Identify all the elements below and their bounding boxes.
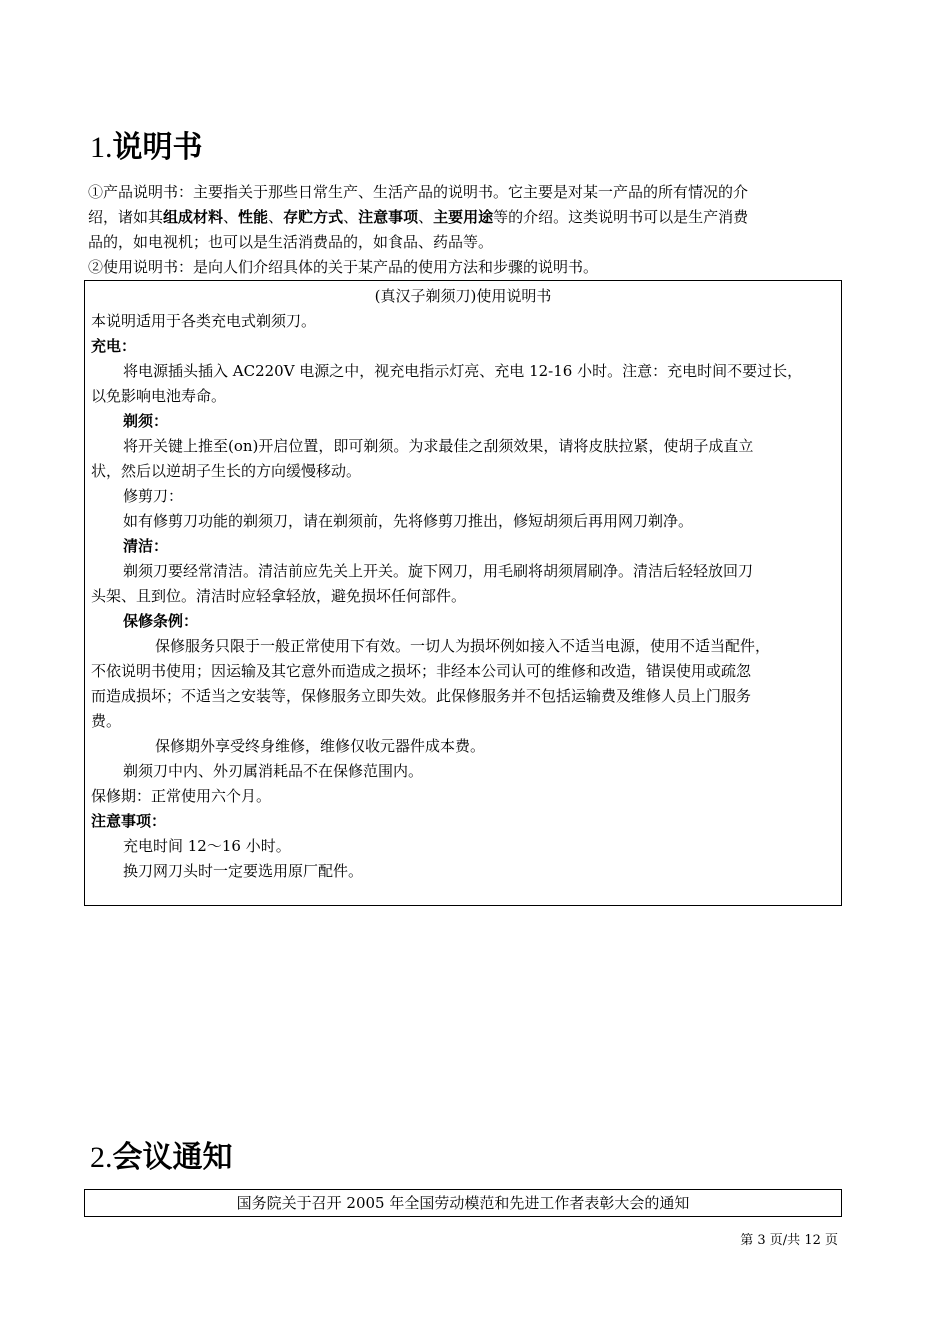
manual-intro: 本说明适用于各类充电式剃须刀。 [91, 312, 317, 330]
intro-line-4: ②使用说明书：是向人们介绍具体的关于某产品的使用方法和步骤的说明书。 [88, 258, 599, 276]
separator: 、 [418, 208, 434, 226]
keyword-storage: 存贮方式 [283, 208, 344, 226]
notice-title: 国务院关于召开 2005 年全国劳动模范和先进工作者表彰大会的通知 [236, 1194, 690, 1212]
clean-line-2: 头架、且到位。清洁时应轻拿轻放，避免损坏任何部件。 [91, 587, 467, 605]
notes-heading: 注意事项： [91, 812, 167, 830]
intro-line-3: 品的，如电视机；也可以是生活消费品的，如食品、药品等。 [88, 233, 494, 251]
keyword-materials: 组成材料 [163, 208, 224, 226]
manual-title: (真汉子剃须刀)使用说明书 [374, 287, 552, 305]
shave-heading: 剃须： [123, 412, 169, 430]
usage-manual-definition [88, 255, 848, 280]
warranty-line-4: 费。 [91, 712, 122, 730]
trim-line-1: 如有修剪刀功能的剃须刀，请在剃须前，先将修剪刀推出，修短胡须后再用网刀剃净。 [123, 512, 694, 530]
charge-line-1: 将电源插头插入 AC220V 电源之中，视充电指示灯亮、充电 12-16 小时。注意：充电时间不要过长， [123, 362, 803, 380]
warranty-line-3: 而造成损坏；不适当之安装等，保修服务立即失效。此保修服务并不包括运输费及维修人员上门服务 [91, 687, 752, 705]
notes-line-1: 充电时间 12～16 小时。 [123, 837, 291, 855]
intro-line-2 [88, 205, 848, 230]
separator: 、 [343, 208, 359, 226]
intro-text: 绍，诸如其 [88, 208, 164, 226]
shaver-manual-box [84, 280, 842, 906]
charge-line-2: 以免影响电池寿命。 [91, 387, 227, 405]
section-2-number: 2. [90, 1141, 113, 1174]
intro-text: 等的介绍。这类说明书可以是生产消费 [493, 208, 749, 226]
section-1-title: 说明书 [112, 130, 203, 165]
warranty-line-5: 保修期外享受终身维修，维修仅收元器件成本费。 [155, 737, 486, 755]
section-1-heading [90, 130, 203, 166]
section-2-title: 会议通知 [112, 1140, 233, 1175]
warranty-line-2: 不依说明书使用；因运输及其它意外而造成之损坏；非经本公司认可的维修和改造，错误使用或疏忽 [91, 662, 752, 680]
meeting-notice-box [84, 1189, 842, 1217]
clean-heading: 清洁： [123, 537, 169, 555]
warranty-line-6: 剃须刀中内、外刃属消耗品不在保修范围内。 [123, 762, 424, 780]
page-number: 第 3 页/共 12 页 [740, 1233, 838, 1248]
separator: 、 [223, 208, 239, 226]
separator: 、 [268, 208, 284, 226]
keyword-precautions: 注意事项 [358, 208, 419, 226]
keyword-uses: 主要用途 [433, 208, 494, 226]
intro-line-1: ①产品说明书：主要指关于那些日常生产、生活产品的说明书。它主要是对某一产品的所有情况的介 [88, 183, 749, 201]
charge-heading: 充电： [91, 337, 137, 355]
warranty-heading: 保修条例： [123, 612, 199, 630]
product-manual-definition [88, 180, 848, 255]
section-2-heading [90, 1140, 233, 1176]
section-1-number: 1. [90, 131, 113, 164]
warranty-period: 保修期：正常使用六个月。 [91, 787, 272, 805]
warranty-line-1: 保修服务只限于一般正常使用下有效。一切人为损坏例如接入不适当电源，使用不适当配件， [155, 637, 771, 655]
clean-line-1: 剃须刀要经常清洁。清洁前应先关上开关。旋下网刀，用毛刷将胡须屑刷净。清洁后轻轻放回刀 [123, 562, 754, 580]
notes-line-2: 换刀网刀头时一定要选用原厂配件。 [123, 862, 364, 880]
keyword-performance: 性能 [238, 208, 269, 226]
shave-line-2: 状，然后以逆胡子生长的方向缓慢移动。 [91, 462, 362, 480]
shave-line-1: 将开关键上推至(on)开启位置，即可剃须。为求最佳之刮须效果，请将皮肤拉紧，使胡子成直立 [123, 437, 754, 455]
trim-heading: 修剪刀： [123, 487, 184, 505]
